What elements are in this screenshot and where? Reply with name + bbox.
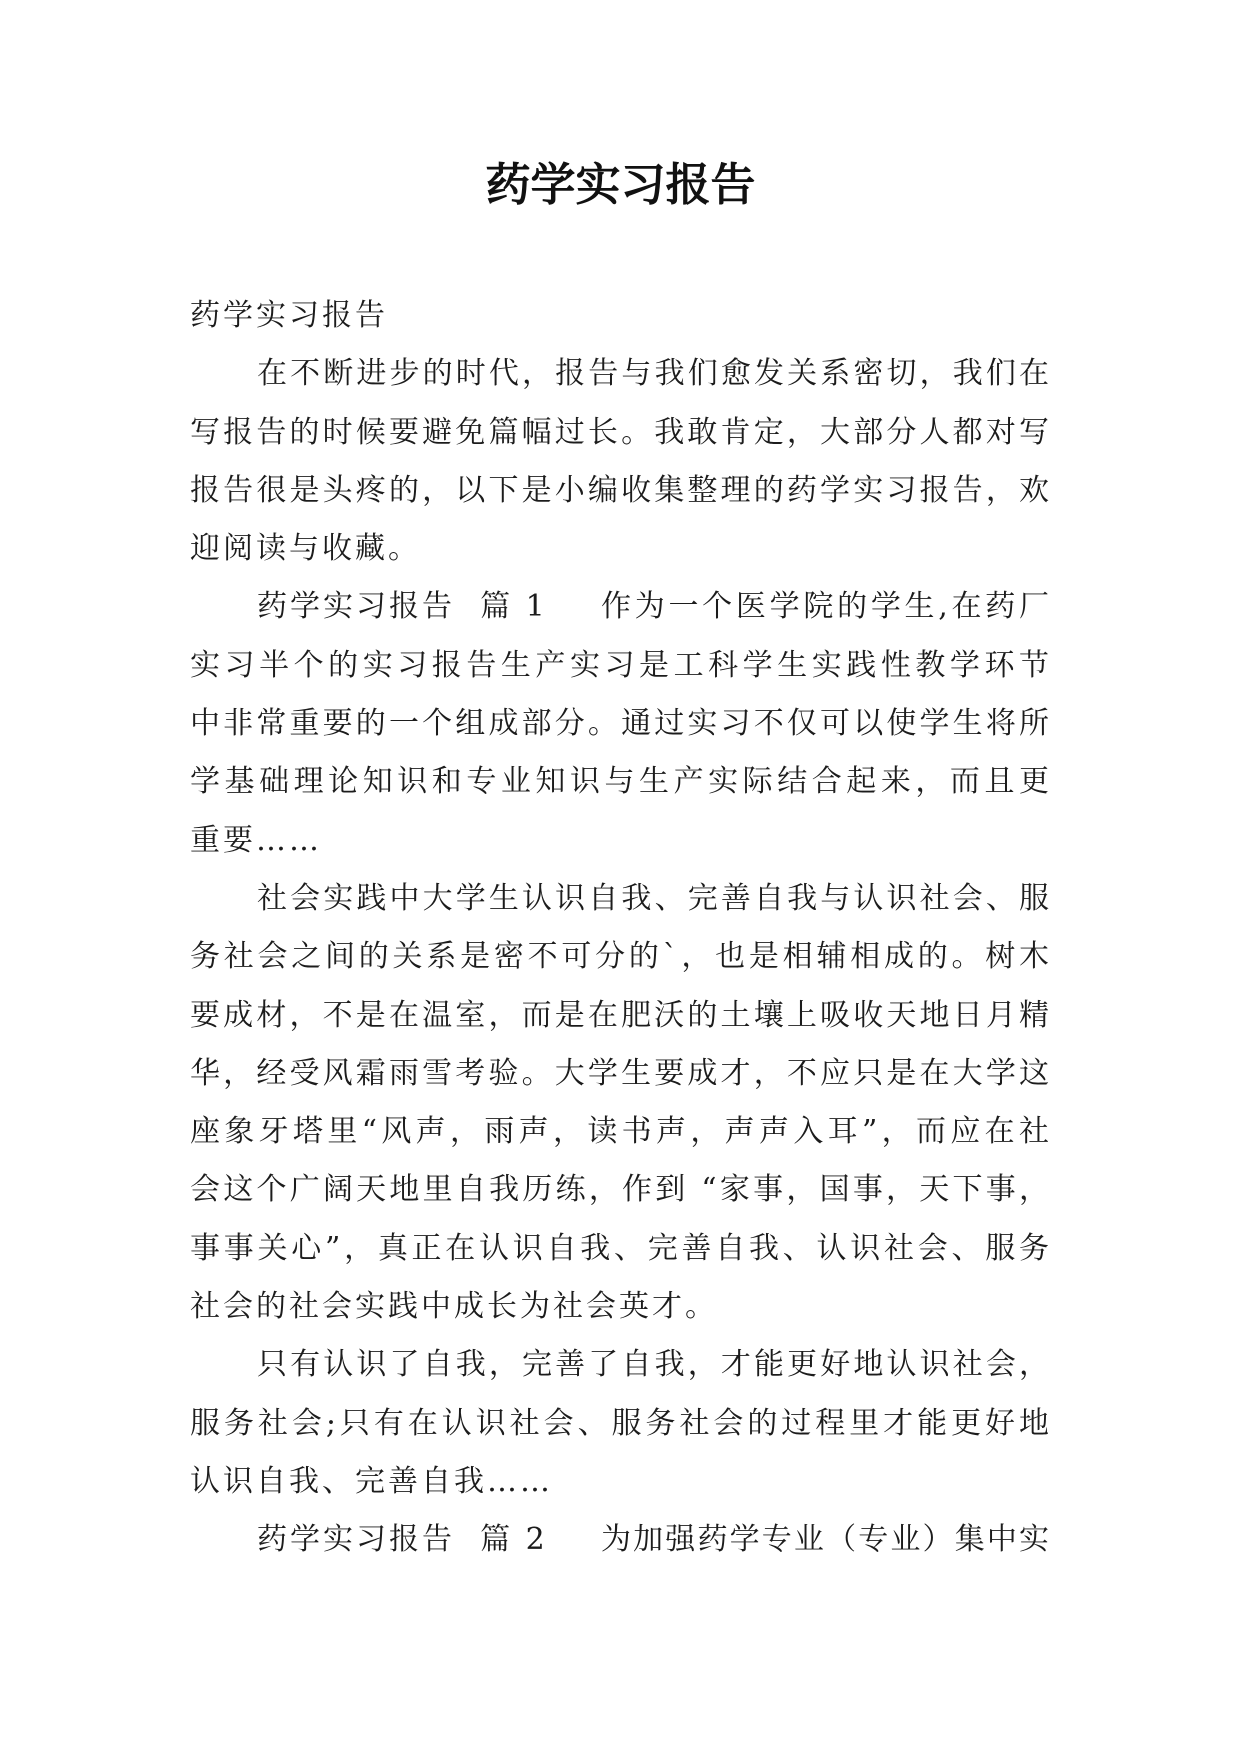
paragraph-line: 只有认识了自我，完善了自我，才能更好地认识社会，	[257, 1347, 1051, 1383]
section-label: 药学实习报告 篇 1	[257, 589, 548, 625]
paragraph	[190, 870, 1051, 1336]
section-heading-line	[190, 578, 1051, 636]
paragraph-line: 学基础理论知识和专业知识与生产实际结合起来，而且更	[190, 764, 1051, 800]
section-paragraph	[190, 578, 1051, 869]
paragraph-line: 在不断进步的时代，报告与我们愈发关系密切，我们在	[257, 356, 1051, 392]
paragraph-line: 报告很是头疼的，以下是小编收集整理的药学实习报告，欢	[190, 472, 1051, 508]
document-body	[190, 287, 1051, 1570]
section-text: 作为一个医学院的学生,在药厂	[601, 589, 1051, 625]
paragraph-line: 实习半个的实习报告生产实习是工科学生实践性教学环节	[190, 647, 1051, 683]
paragraph-line: 社会的社会实践中成长为社会英才。	[190, 1289, 718, 1325]
paragraph-line: 要成材，不是在温室，而是在肥沃的土壤上吸收天地日月精	[190, 997, 1051, 1033]
intro-heading-paragraph	[190, 287, 1051, 345]
section-heading-line	[190, 1511, 1051, 1569]
section-label: 药学实习报告 篇 2	[257, 1522, 548, 1558]
section-text: 为加强药学专业（专业）集中实	[601, 1522, 1051, 1558]
intro-heading-line: 药学实习报告	[190, 298, 388, 333]
paragraph-line: 中非常重要的一个组成部分。通过实习不仅可以使学生将所	[190, 706, 1051, 742]
paragraph	[190, 345, 1051, 578]
paragraph-line: 写报告的时候要避免篇幅过长。我敢肯定，大部分人都对写	[190, 414, 1051, 450]
paragraph-line: 务社会之间的关系是密不可分的`，也是相辅相成的。树木	[190, 939, 1051, 975]
section-paragraph	[190, 1511, 1051, 1569]
paragraph-line: 华，经受风霜雨雪考验。大学生要成才，不应只是在大学这	[190, 1055, 1051, 1091]
paragraph-line: 认识自我、完善自我……	[190, 1463, 553, 1499]
paragraph-line: 服务社会;只有在认识社会、服务社会的过程里才能更好地	[190, 1405, 1051, 1441]
paragraph-line: 会这个广阔天地里自我历练，作到 “家事，国事，天下事，	[190, 1172, 1051, 1208]
paragraph-line: 重要……	[190, 822, 322, 858]
document-title: 药学实习报告	[485, 158, 756, 211]
paragraph-line: 座象牙塔里“风声，雨声，读书声，声声入耳”，而应在社	[190, 1114, 1051, 1150]
paragraph-line: 社会实践中大学生认识自我、完善自我与认识社会、服	[257, 880, 1051, 916]
paragraph	[190, 1336, 1051, 1511]
paragraph-line: 事事关心”，真正在认识自我、完善自我、认识社会、服务	[190, 1230, 1051, 1266]
paragraph-line: 迎阅读与收藏。	[190, 531, 421, 567]
